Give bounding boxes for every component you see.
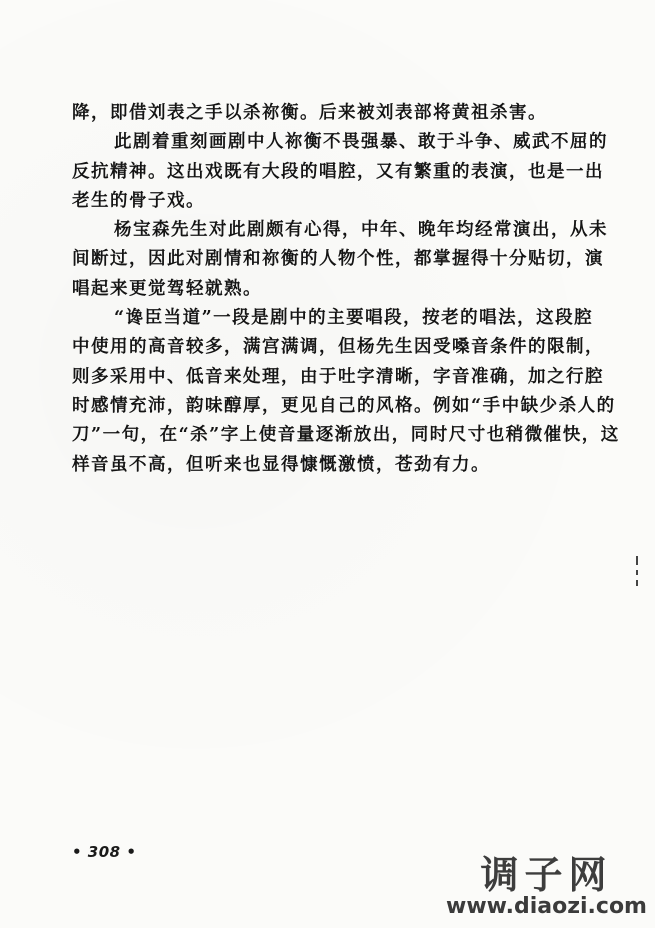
text-line: 此剧着重刻画剧中人祢衡不畏强暴、敢于斗争、威武不屈的 [114,132,608,153]
text-line: 反抗精神。这出戏既有大段的唱腔，又有繁重的表演，也是一出 [72,161,604,182]
watermark [446,855,647,919]
text-line: 间断过，因此对剧情和祢衡的人物个性，都掌握得十分贴切，演 [72,249,604,270]
watermark-title: 调子网 [480,853,613,897]
body-text [72,99,620,480]
page-number: • 308 • [72,843,137,861]
text-line: 老生的骨子戏。 [72,190,205,211]
text-line: 唱起来更觉驾轻就熟。 [72,278,262,299]
text-line: 则多采用中、低音来处理，由于吐字清晰，字音准确，加之行腔 [72,366,604,387]
text-line: 杨宝森先生对此剧颇有心得，中年、晚年均经常演出，从未 [114,220,608,241]
text-line: 样音虽不高，但听来也显得慷慨激愤，苍劲有力。 [72,454,490,475]
text-line: 时感情充沛，韵味醇厚，更见自己的风格。例如“手中缺少杀人的 [72,395,616,416]
text-line: 中使用的高音较多，满宫满调，但杨先生因受嗓音条件的限制， [72,337,604,358]
scan-artifact-marks [636,556,639,591]
text-line: 降，即借刘表之手以杀祢衡。后来被刘表部将黄祖杀害。 [72,103,547,123]
text-line: “谗臣当道”一段是剧中的主要唱段，按老的唱法，这段腔 [114,308,594,329]
text-line: 刀”一句，在“杀”字上使音量逐渐放出，同时尺寸也稍微催快，这 [72,425,620,446]
watermark-url: www.diaozi.com [446,894,647,919]
